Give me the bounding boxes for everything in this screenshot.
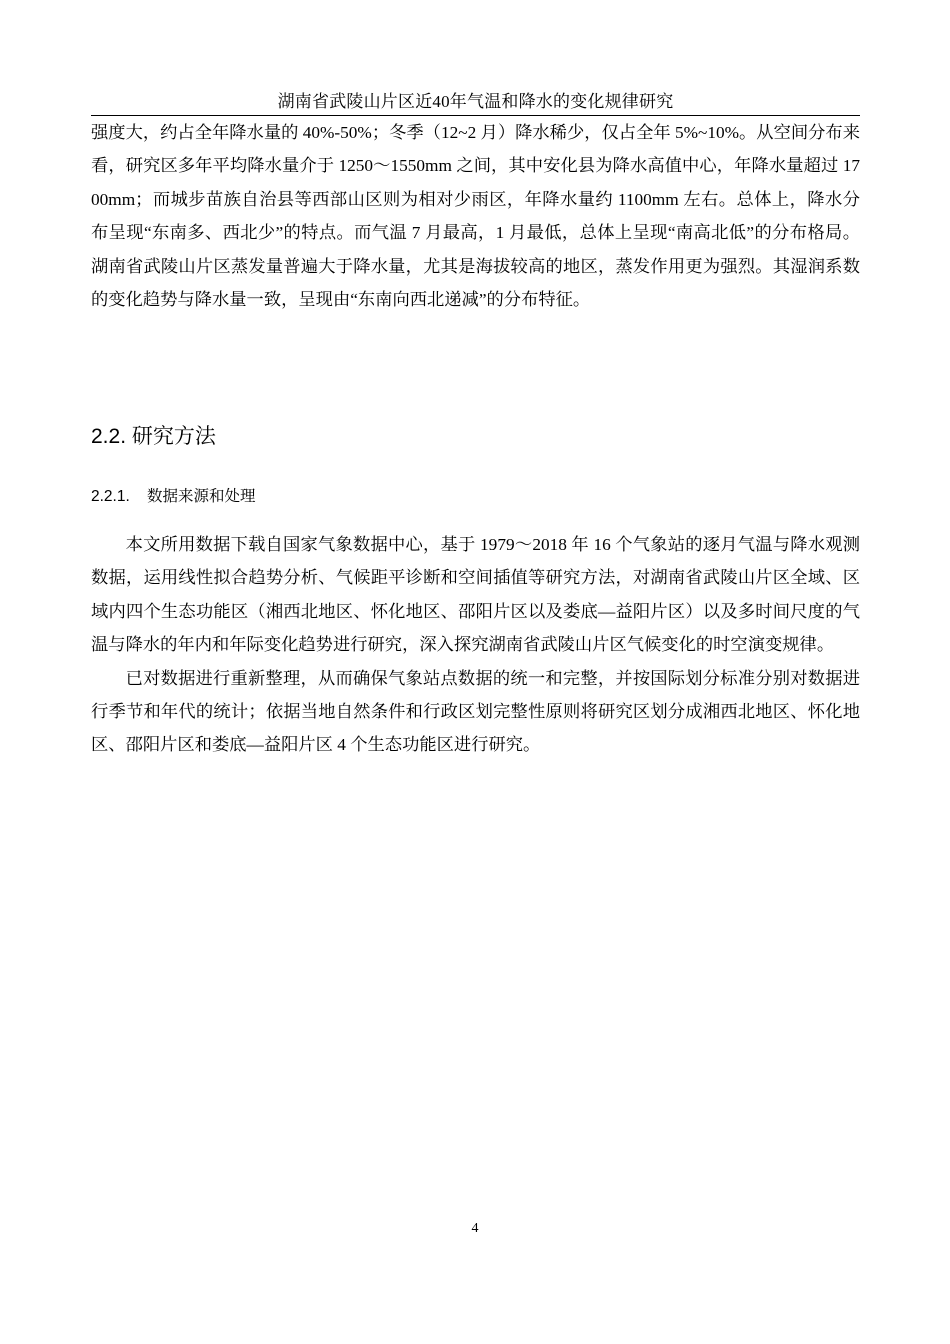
methods-paragraph-processing: 已对数据进行重新整理，从而确保气象站点数据的统一和完整，并按国际划分标准分别对数据进行季节和年代的统计；依据当地自然条件和行政区划完整性原则将研究区划分成湘西北地区、怀化地区、邵阳片区和娄底—益阳片区 4 个生态功能区进行研究。 — [91, 668, 860, 755]
intro-paragraph-block — [91, 116, 860, 316]
running-header: 湖南省武陵山片区近40年气温和降水的变化规律研究 — [91, 90, 860, 116]
page-number: 4 — [471, 1221, 479, 1236]
subsection-title: 数据来源和处理 — [147, 488, 256, 505]
subsection-heading — [91, 486, 256, 508]
section-number: 2.2. — [91, 425, 127, 448]
section-heading — [91, 424, 216, 450]
subsection-number: 2.2.1. — [91, 488, 130, 505]
intro-paragraph: 强度大，约占全年降水量的 40%-50%；冬季（12~2 月）降水稀少，仅占全年 5%~10%。从空间分布来看，研究区多年平均降水量介于 1250～1550mm 之间，其中安化县为降水高值中心，年降水量超过 1700mm；而城步苗族自治县等西部山区则为相对少雨区，年降水量约 1100mm 左右。总体上，降水分布呈现“东南多、西北少”的特点。而气温 7 月最高，1 月最低，总体上呈现“南高北低”的分布格局。湖南省武陵山片区蒸发量普遍大于降水量，尤其是海拔较高的地区，蒸发作用更为强烈。其湿润系数的变化趋势与降水量一致，呈现由“东南向西北递减”的分布特征。 — [91, 123, 860, 310]
methods-body — [91, 528, 860, 762]
section-title: 研究方法 — [131, 425, 216, 448]
methods-paragraph-data-source: 本文所用数据下载自国家气象数据中心，基于 1979～2018 年 16 个气象站的逐月气温与降水观测数据，运用线性拟合趋势分析、气候距平诊断和空间插值等研究方法，对湖南省武陵山片区全域、区域内四个生态功能区（湘西北地区、怀化地区、邵阳片区以及娄底—益阳片区）以及多时间尺度的气温与降水的年内和年际变化趋势进行研究，深入探究湖南省武陵山片区气候变化的时空演变规律。 — [91, 535, 860, 655]
